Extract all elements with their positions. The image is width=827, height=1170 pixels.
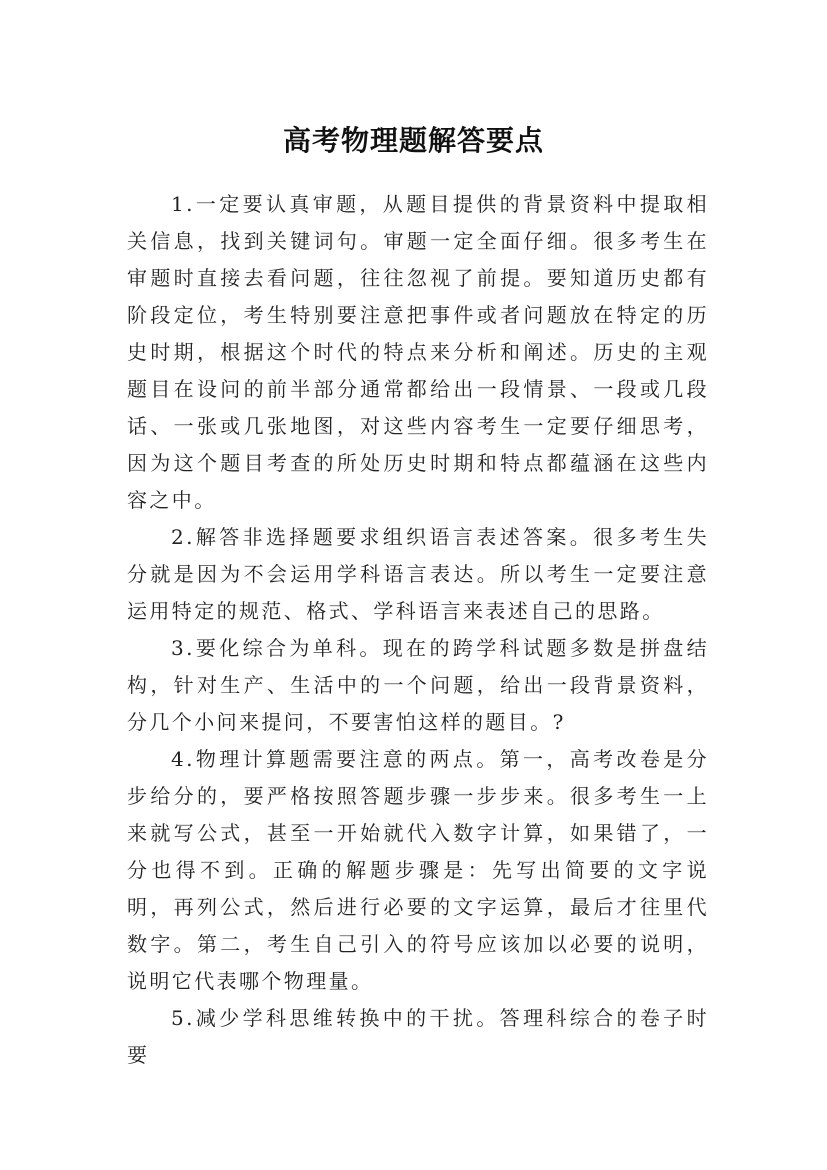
paragraph-5: 5.减少学科思维转换中的干扰。答理科综合的卷子时要 bbox=[127, 1006, 709, 1067]
document-body bbox=[127, 186, 709, 1074]
paragraph-2: 2.解答非选择题要求组织语言表述答案。很多考生失分就是因为不会运用学科语言表达。所以考生一定要注意运用特定的规范、格式、学科语言来表述自己的思路。 bbox=[127, 525, 709, 623]
paragraph-1: 1.一定要认真审题，从题目提供的背景资料中提取相关信息，找到关键词句。审题一定全面仔细。很多考生在审题时直接去看问题，往往忽视了前提。要知道历史都有阶段定位，考生特别要注意把事件或者问题放在特定的历史时期，根据这个时代的特点来分析和阐述。历史的主观题目在设问的前半部分通常都给出一段情景、一段或几段话、一张或几张地图，对这些内容考生一定要仔细思考，因为这个题目考查的所处历史时期和特点都蕴涵在这些内容之中。 bbox=[127, 192, 709, 512]
paragraph-3: 3.要化综合为单科。现在的跨学科试题多数是拼盘结构，针对生产、生活中的一个问题，给出一段背景资料，分几个小问来提问，不要害怕这样的题目。? bbox=[127, 636, 709, 734]
paragraph-4: 4.物理计算题需要注意的两点。第一，高考改卷是分步给分的，要严格按照答题步骤一步步来。很多考生一上来就写公式，甚至一开始就代入数字计算，如果错了，一分也得不到。正确的解题步骤是：先写出简要的文字说明，再列公式，然后进行必要的文字运算，最后才往里代数字。第二，考生自己引入的符号应该加以必要的说明，说明它代表哪个物理量。 bbox=[127, 747, 709, 993]
page-title: 高考物理题解答要点 bbox=[282, 123, 544, 157]
